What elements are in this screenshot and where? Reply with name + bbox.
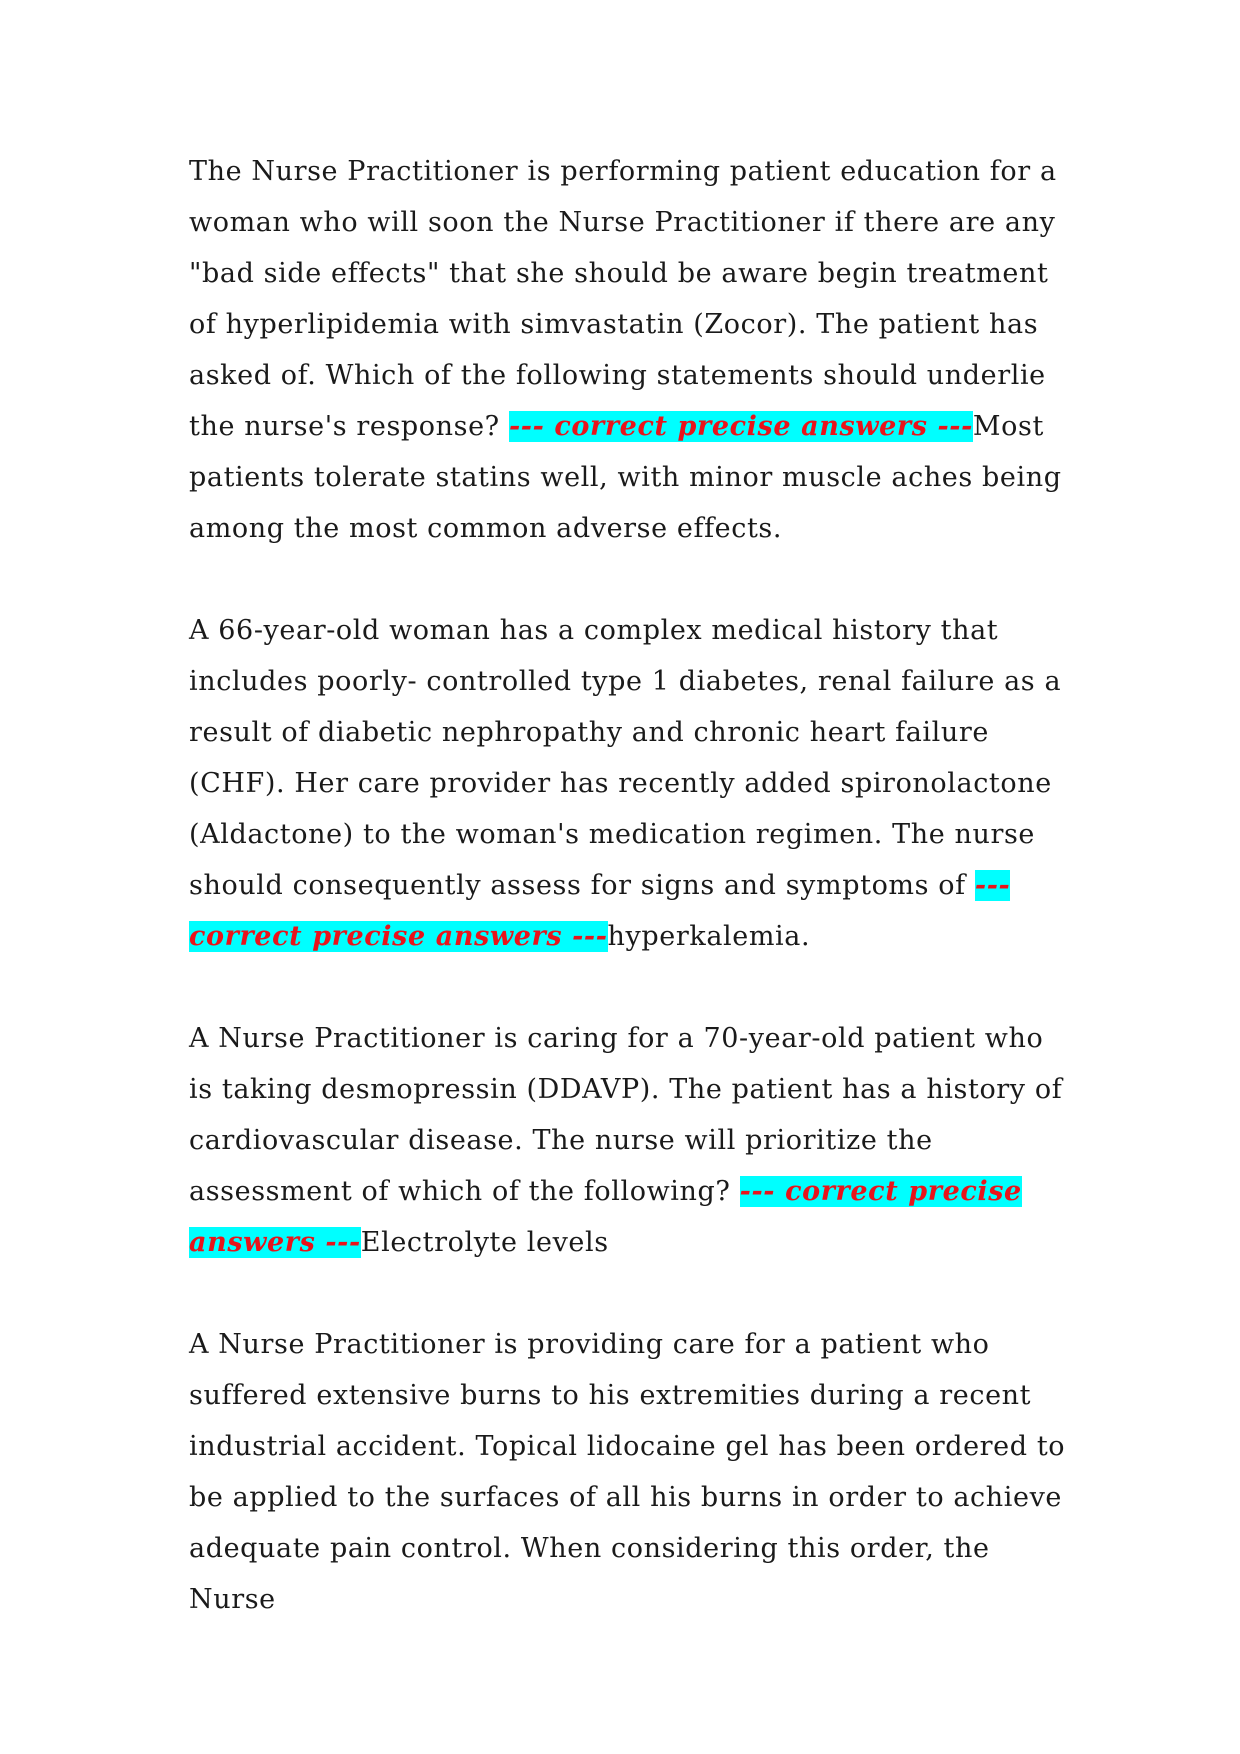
question-text: A Nurse Practitioner is caring for a 70-year-old patient who is taking desmopressin (DDAVP). The patient has a history of cardiovascular disease. The nurse will prioritize the assessment of which of the following? <box>189 1023 1063 1207</box>
answer-text: Most patients tolerate statins well, with minor muscle aches being among the most common adverse effects. <box>189 411 1062 544</box>
document-body <box>189 146 1069 1676</box>
qa-item-1 <box>189 146 1069 554</box>
answer-marker: --- correct precise answers --- <box>508 411 973 442</box>
qa-item-3 <box>189 1013 1069 1268</box>
answer-text: hyperkalemia. <box>607 921 811 952</box>
answer-marker: --- correct precise answers --- <box>189 1176 1022 1258</box>
answer-marker: --- correct precise answers --- <box>189 870 1011 952</box>
question-text: A Nurse Practitioner is providing care for a patient who suffered extensive burns to his extremities during a recent industrial accident. Topical lidocaine gel has been ordered to be applied to the surfaces of all his burns in order to achieve adequate pain control. When considering this order, the Nurse <box>189 1329 1066 1615</box>
answer-text: Electrolyte levels <box>360 1227 609 1258</box>
question-text: The Nurse Practitioner is performing patient education for a woman who will soon the Nurse Practitioner if there are any "bad side effects" that she should be aware begin treatment of hyperlipidemia with simvastatin (Zocor). The patient has asked of. Which of the following statements should underlie the nurse's response? <box>189 156 1057 442</box>
qa-item-2 <box>189 605 1069 962</box>
question-text: A 66-year-old woman has a complex medical history that includes poorly- controlled type 1 diabetes, renal failure as a result of diabetic nephropathy and chronic heart failure (CHF). Her care provider has recently added spironolactone (Aldactone) to the woman's medication regimen. The nurse should consequently assess for signs and symptoms of <box>189 615 1062 901</box>
qa-item-4 <box>189 1319 1069 1625</box>
